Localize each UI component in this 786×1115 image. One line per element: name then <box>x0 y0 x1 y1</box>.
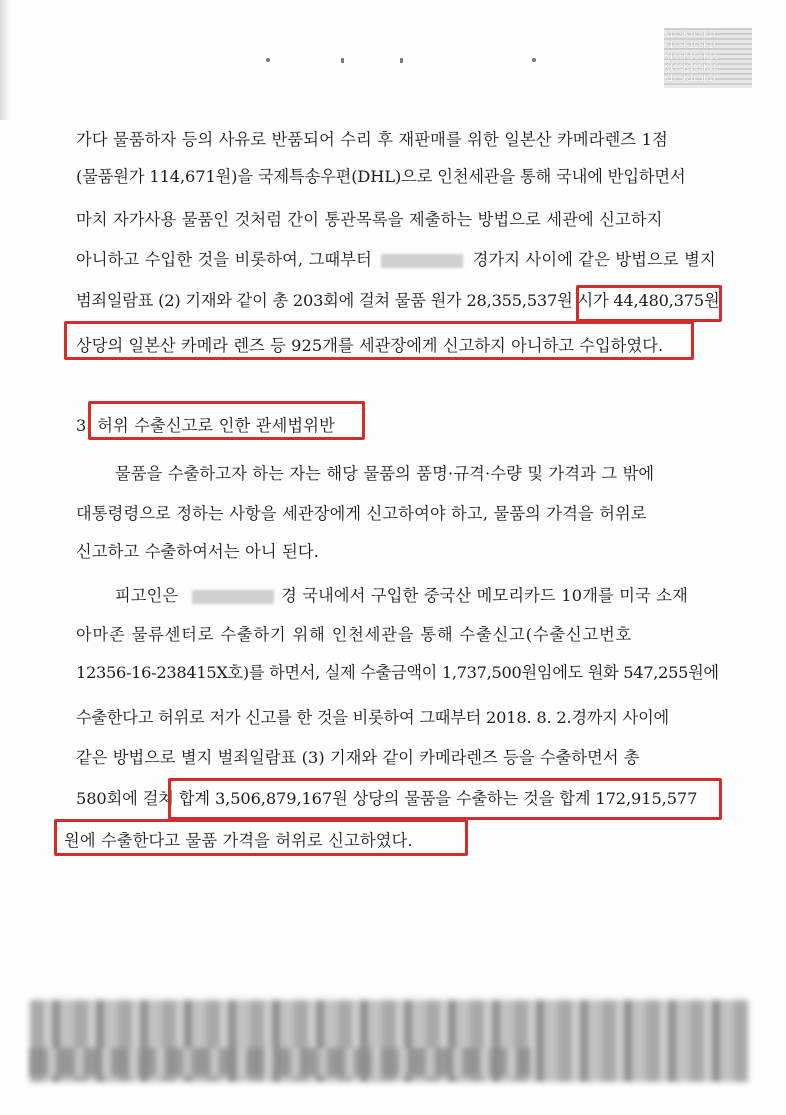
paragraph-line: 580회에 걸쳐 합계 3,506,879,167원 상당의 물품을 수출하는 것을 합계 172,915,577 <box>76 789 698 808</box>
paragraph-line: 물품을 수출하고자 하는 자는 해당 물품의 품명·규격·수량 및 가격과 그 밖에 <box>115 464 655 483</box>
paragraph-line: 상당의 일본산 카메라 렌즈 등 925개를 세관장에게 신고하지 아니하고 수입하였다. <box>76 336 664 355</box>
paragraph-line: 같은 방법으로 별지 벌죄일람표 (3) 기재와 같이 카메라렌즈 등을 수출하면서 총 <box>76 748 640 767</box>
paragraph-line: 가다 물품하자 등의 사유로 반품되어 수리 후 재판매를 위한 일본산 카메라렌즈 1점 <box>76 130 668 149</box>
watermark-stamp <box>664 28 752 88</box>
text-segment: 경 국내에서 구입한 중국산 메모리카드 10개를 미국 소재 <box>281 586 688 605</box>
highlight-box-export-declared <box>54 819 468 856</box>
highlight-box-section-title <box>88 401 365 440</box>
redacted-footer <box>30 1048 530 1076</box>
scan-edge-shadow <box>0 0 10 120</box>
paragraph-line: 12356-16-238415X호)를 하면서, 실제 수출금액이 1,737,500원임에도 원화 547,255원에 <box>76 663 719 682</box>
paragraph-line: 수출한다고 허위로 저가 신고를 한 것을 비롯하여 그때부터 2018. 8. 2.경까지 사이에 <box>76 708 669 727</box>
paragraph-line: 대통령령으로 정하는 사항을 세관장에게 신고하여야 하고, 물품의 가격을 허위로 <box>76 504 647 523</box>
paragraph-line: (물품원가 114,671원)을 국제특송우편(DHL)으로 인천세관을 통해 국내에 반입하면서 <box>76 167 686 186</box>
paragraph-line <box>76 246 716 270</box>
text-segment: 아니하고 수입한 것을 비롯하여, 그때부터 <box>76 250 372 269</box>
stamp-row: KICSKICSKIC <box>664 74 719 84</box>
paragraph-line <box>115 582 688 606</box>
scan-dot <box>341 58 344 63</box>
stamp-row: KICSKICSKIC <box>664 41 719 51</box>
text-segment: 경가지 사이에 같은 방법으로 별지 <box>472 250 716 269</box>
section-title: 3. 허위 수출신고로 인한 관세법위반 <box>76 416 335 435</box>
highlight-box-import-summary <box>64 321 694 360</box>
paragraph-line: 아마존 물류센터로 수출하기 위해 인천세관을 통해 수출신고(수출신고번호 <box>76 625 633 644</box>
scan-dot <box>266 58 270 62</box>
paragraph-line: 신고하고 수출하여서는 아니 된다. <box>76 542 320 561</box>
scan-dot <box>532 58 536 62</box>
redacted-date <box>192 590 274 604</box>
scan-dot <box>400 58 403 63</box>
text-segment: 피고인은 <box>115 586 179 605</box>
stamp-row: KICSKICSKIC <box>664 30 719 40</box>
paragraph-line: 범죄일람표 (2) 기재와 같이 총 203회에 걸쳐 물품 원가 28,355,537원 시가 44,480,375원 <box>76 291 720 310</box>
paragraph-line: 원에 수출한다고 물품 가격을 허위로 신고하였다. <box>64 831 413 850</box>
stamp-row: KICSKICSKIC <box>664 63 719 73</box>
paragraph-line: 마치 자가사용 물품인 것처럼 간이 통관목록을 제출하는 방법으로 세관에 신고하지 <box>76 210 663 229</box>
highlight-box-market-value <box>576 285 722 322</box>
stamp-row: KICSKICSKIC <box>664 52 719 62</box>
highlight-box-export-total <box>168 778 722 820</box>
redacted-date <box>381 254 463 268</box>
